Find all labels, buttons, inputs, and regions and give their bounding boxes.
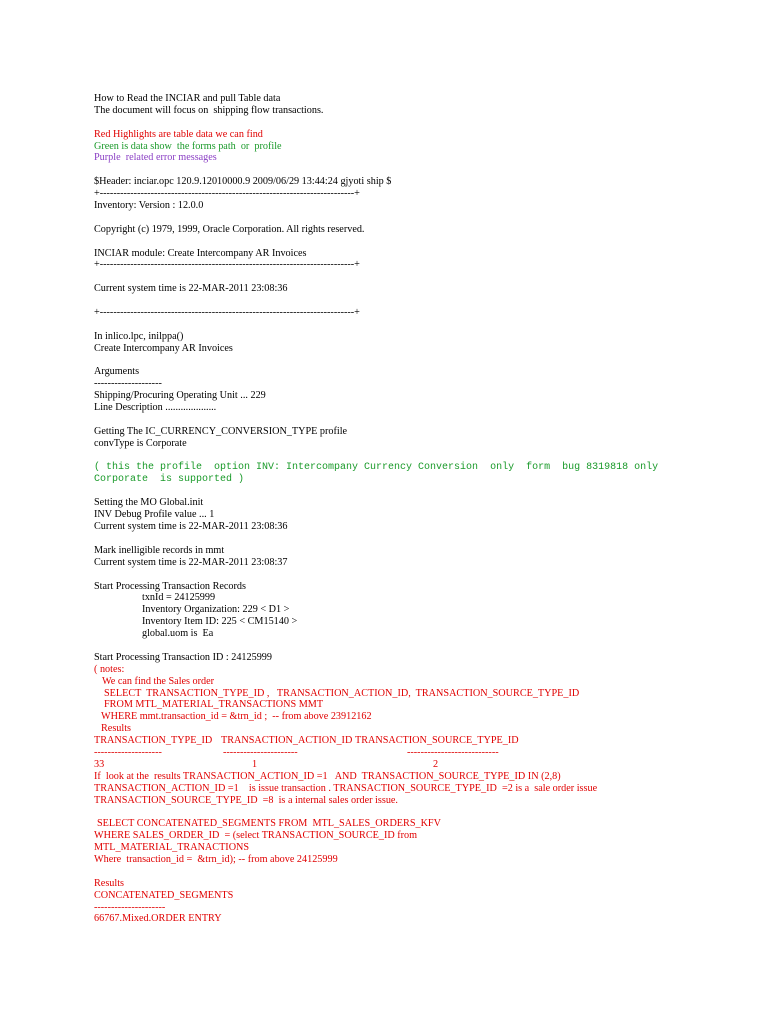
inventory-version: Inventory: Version : 12.0.0 (94, 200, 204, 212)
notes-open: ( notes: (94, 663, 125, 675)
doc-title: How to Read the INCIAR and pull Table data (94, 93, 281, 104)
document-body (94, 93, 754, 925)
result-separator: --------------------------- (407, 746, 499, 758)
mo-global: Setting the MO Global.init (94, 497, 204, 509)
mark-ineligible: Mark inelligible records in mmt (94, 544, 225, 556)
profile-note: ( this the profile option INV: Intercompany Currency Conversion only form bug 8319818 only (94, 461, 659, 473)
system-time: Current system time is 22-MAR-2011 23:08:36 (94, 521, 288, 533)
profile-note: Corporate is supported ) (94, 473, 245, 485)
log-separator: +---------------------------------------------------------------------------+ (94, 307, 360, 319)
conv-type: convType is Corporate (94, 437, 187, 449)
result-value: 1 (252, 758, 258, 770)
legend-green: Green is data show the forms path or profile (94, 140, 282, 152)
line-description: Line Description .................... (94, 402, 217, 414)
sql-where: WHERE mmt.transaction_id = &trn_id ; -- from above 23912162 (101, 711, 372, 723)
result-header: TRANSACTION_SOURCE_TYPE_ID (355, 735, 519, 747)
legend-purple: Purple related error messages (94, 152, 217, 164)
result-headers (94, 735, 754, 747)
notes-action-issue: TRANSACTION_ACTION_ID =1 is issue transaction . TRANSACTION_SOURCE_TYPE_ID =2 is a sale order issue (94, 782, 598, 794)
result-values (94, 759, 754, 771)
txn-id: txnId = 24125999 (142, 592, 216, 604)
global-uom: global.uom is Ea (142, 628, 214, 640)
inventory-org: Inventory Organization: 229 < D1 > (142, 604, 290, 616)
result-value: 2 (433, 758, 439, 770)
sql-from: FROM MTL_MATERIAL_TRANSACTIONS MMT (104, 699, 324, 711)
legend-red: Red Highlights are table data we can find (94, 128, 263, 140)
system-time: Current system time is 22-MAR-2011 23:08:37 (94, 556, 288, 568)
results-label: Results (94, 877, 125, 889)
start-transaction: Start Processing Transaction ID : 24125999 (94, 651, 272, 663)
concat-header: CONCATENATED_SEGMENTS (94, 889, 234, 901)
log-header: $Header: inciar.opc 120.9.12010000.9 2009/06/29 13:44:24 gjyoti ship $ (94, 176, 392, 188)
operating-unit: Shipping/Procuring Operating Unit ... 229 (94, 390, 266, 402)
arguments-heading: Arguments (94, 366, 140, 378)
result-separator: -------------------- (94, 746, 162, 758)
copyright: Copyright (c) 1979, 1999, Oracle Corporation. All rights reserved. (94, 223, 365, 235)
result-header: TRANSACTION_TYPE_ID (94, 735, 213, 747)
concat-separator: --------------------- (94, 901, 166, 913)
log-separator: +---------------------------------------------------------------------------+ (94, 188, 360, 200)
sql-table: MTL_MATERIAL_TRANACTIONS (94, 842, 250, 854)
sql-where: Where transaction_id = &trn_id); -- from above 24125999 (94, 854, 338, 865)
notes-source-internal: TRANSACTION_SOURCE_TYPE_ID =8 is a internal sales order issue. (94, 794, 398, 806)
debug-profile: INV Debug Profile value ... 1 (94, 509, 215, 521)
result-value: 33 (94, 758, 105, 770)
arguments-separator: -------------------- (94, 378, 162, 390)
notes-find-sales-order: We can find the Sales order (102, 675, 215, 687)
doc-focus: The document will focus on shipping flow transactions. (94, 104, 324, 116)
sql-select: SELECT TRANSACTION_TYPE_ID , TRANSACTION_ACTION_ID, TRANSACTION_SOURCE_TYPE_ID (104, 687, 580, 699)
proc-name: In inlico.lpc, inilppa() (94, 330, 184, 342)
log-separator: +---------------------------------------------------------------------------+ (94, 259, 360, 271)
results-label: Results (101, 723, 132, 735)
module-name: INCIAR module: Create Intercompany AR Invoices (94, 247, 307, 259)
system-time: Current system time is 22-MAR-2011 23:08:36 (94, 283, 288, 295)
result-separator: ---------------------- (223, 746, 298, 758)
inventory-item: Inventory Item ID: 225 < CM15140 > (142, 616, 298, 628)
notes-if-look: If look at the results TRANSACTION_ACTION_ID =1 AND TRANSACTION_SOURCE_TYPE_ID IN (2,8) (94, 770, 561, 782)
result-separators (94, 747, 754, 759)
start-records: Start Processing Transaction Records (94, 580, 246, 592)
create-invoices: Create Intercompany AR Invoices (94, 342, 233, 354)
concat-value: 66767.Mixed.ORDER ENTRY (94, 913, 222, 925)
getting-profile: Getting The IC_CURRENCY_CONVERSION_TYPE profile (94, 425, 348, 437)
sql-where: WHERE SALES_ORDER_ID = (select TRANSACTION_SOURCE_ID from (94, 830, 418, 842)
sql-select: SELECT CONCATENATED_SEGMENTS FROM MTL_SALES_ORDERS_KFV (97, 818, 441, 830)
result-header: TRANSACTION_ACTION_ID (221, 735, 353, 747)
